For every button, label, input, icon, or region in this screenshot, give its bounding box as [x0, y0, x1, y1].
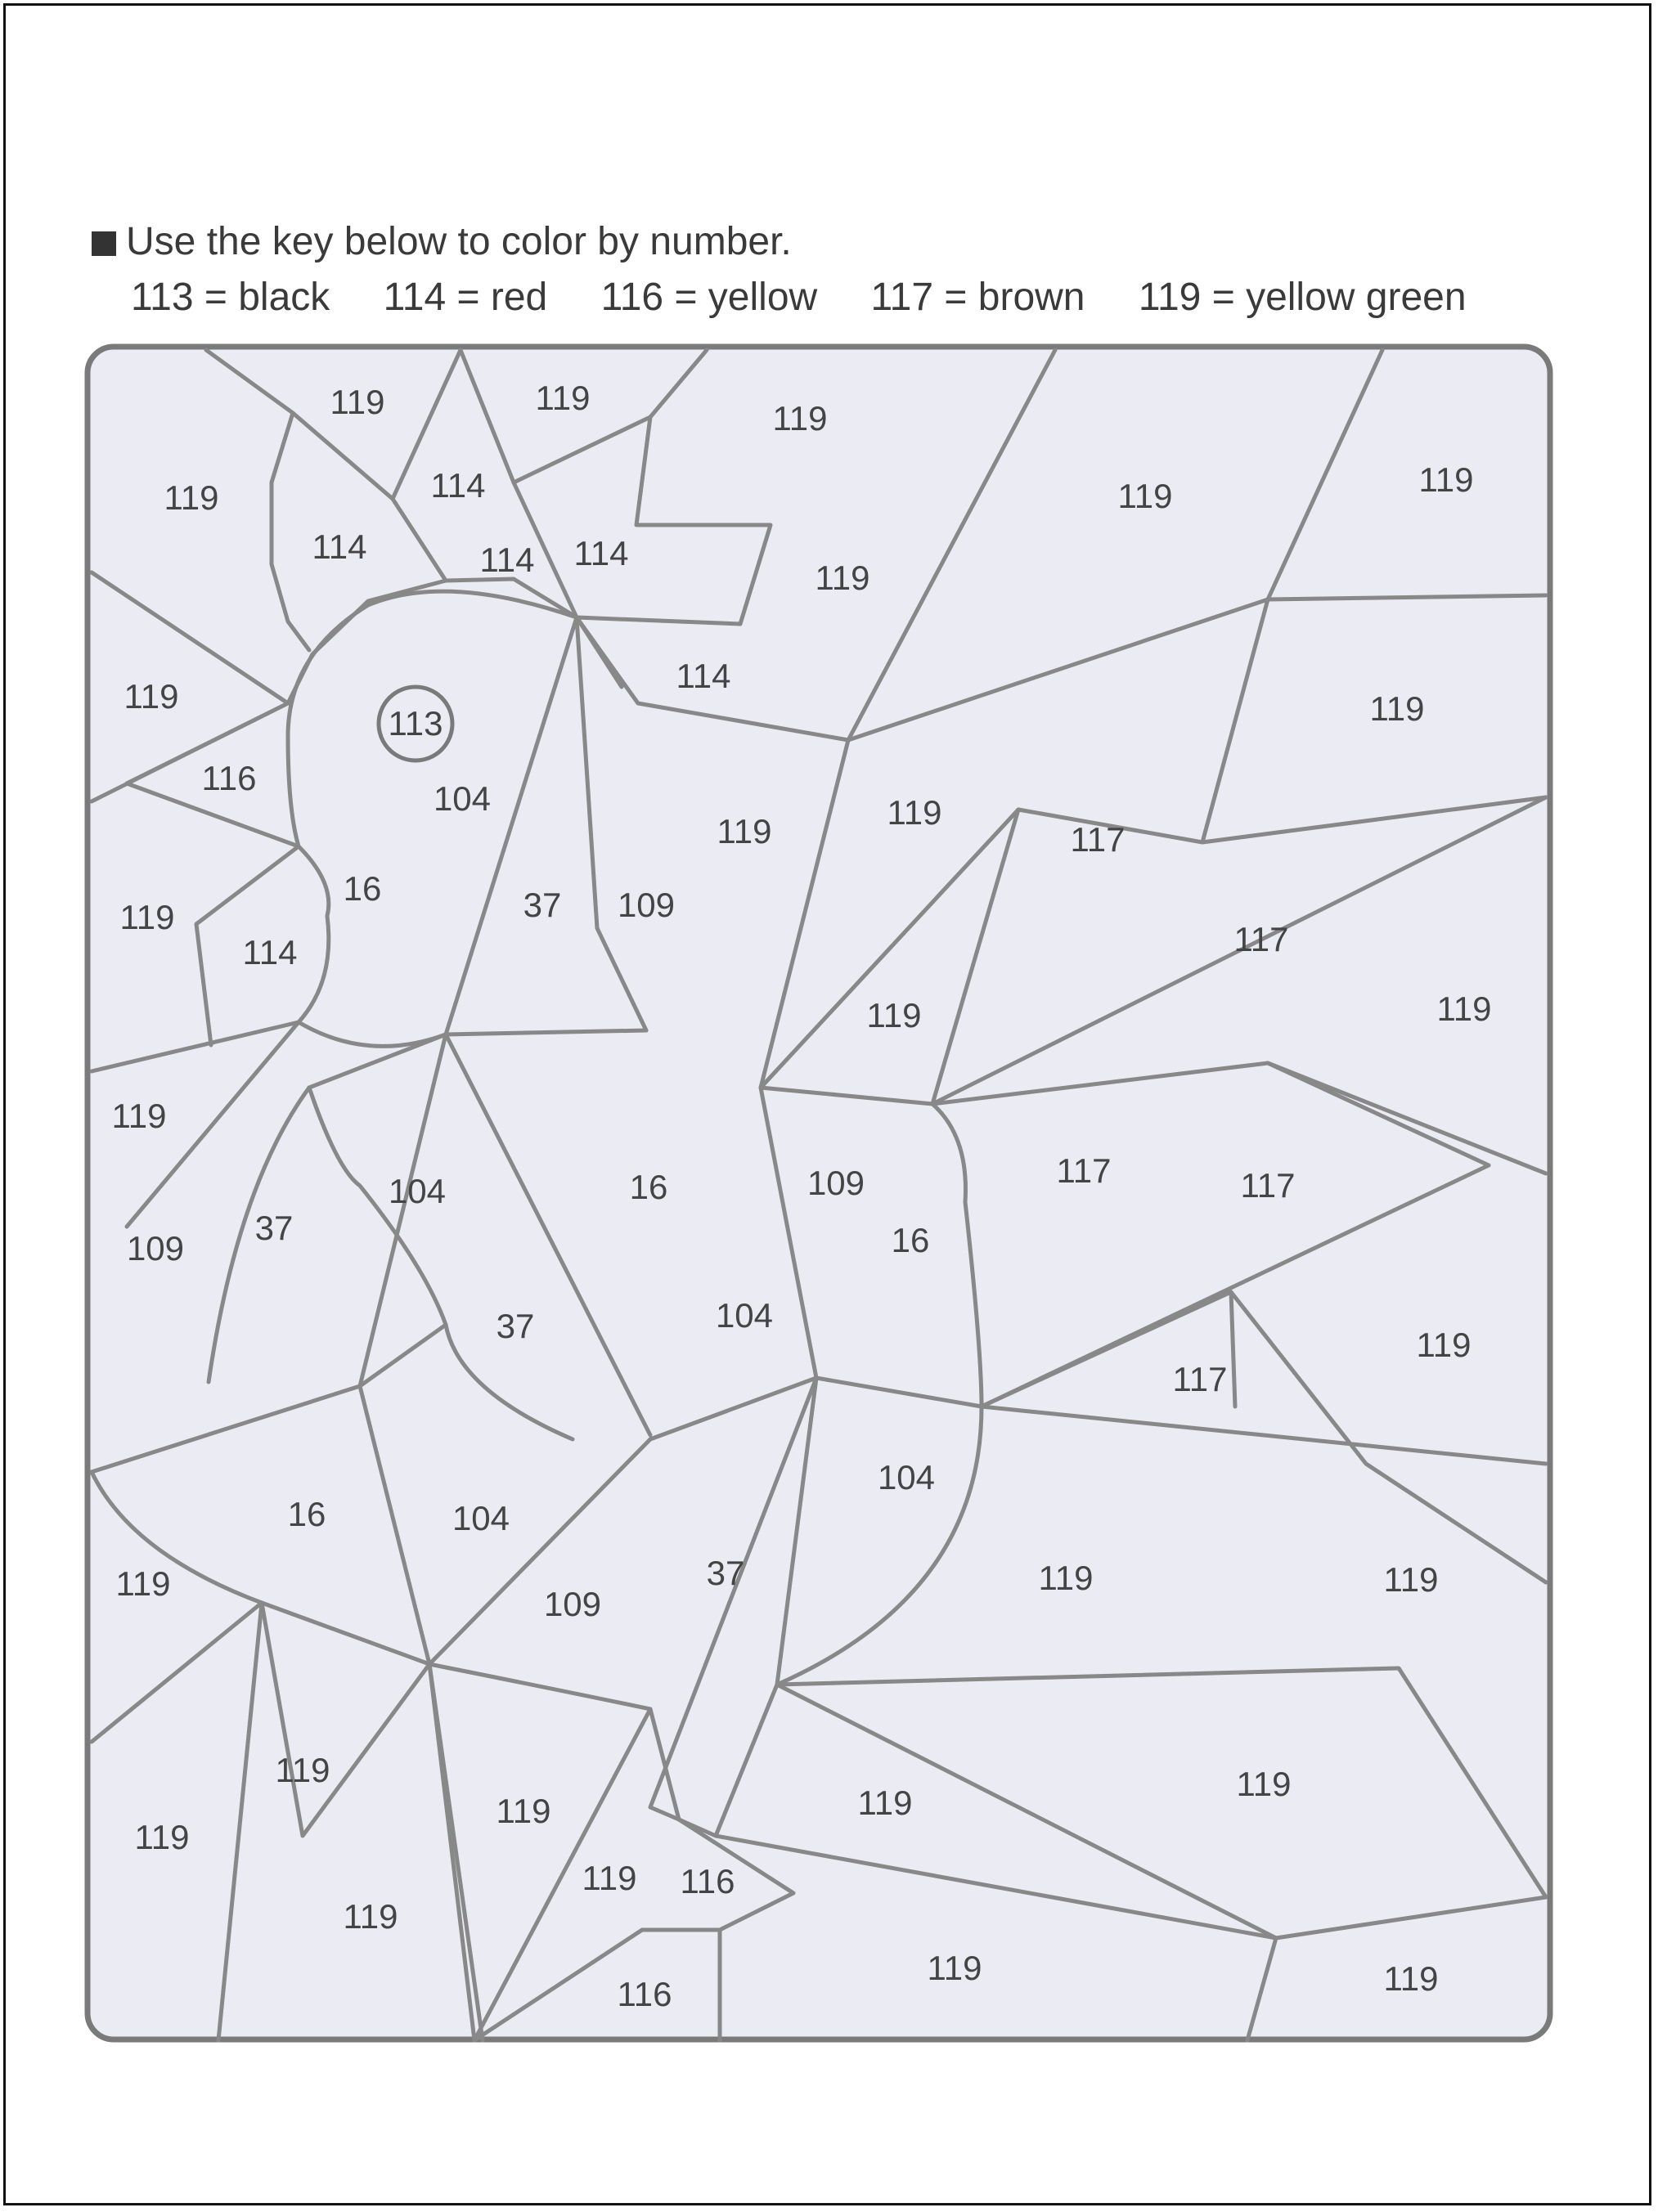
region-number: 119 — [866, 996, 922, 1035]
region-number: 119 — [717, 812, 772, 851]
key-entry: 113 = black — [131, 276, 330, 319]
region-number: 117 — [1240, 1166, 1296, 1205]
region-number: 119 — [115, 1564, 171, 1604]
region-number: 37 — [706, 1554, 745, 1593]
region-number: 37 — [254, 1209, 294, 1248]
region-number: 37 — [523, 886, 562, 925]
key-entry: 116 = yellow — [600, 276, 818, 319]
region-number: 109 — [617, 886, 676, 925]
region-number: 119 — [275, 1751, 330, 1790]
region-number: 104 — [433, 779, 492, 819]
region-number: 119 — [1236, 1765, 1292, 1804]
region-number: 117 — [1233, 920, 1289, 959]
region-number: 109 — [543, 1585, 602, 1624]
region-number: 114 — [242, 933, 298, 972]
region-number: 114 — [479, 541, 535, 580]
region-number: 104 — [715, 1296, 774, 1335]
key-entry: 114 = red — [383, 276, 548, 319]
key-entry: 117 = brown — [870, 276, 1085, 319]
region-number: 16 — [629, 1168, 668, 1207]
region-number: 119 — [496, 1792, 551, 1831]
region-number: 116 — [617, 1975, 672, 2014]
region-number: 119 — [1117, 477, 1173, 516]
region-number: 114 — [573, 534, 629, 573]
region-number: 119 — [927, 1949, 982, 1988]
region-number: 104 — [877, 1458, 936, 1497]
region-number: 16 — [343, 869, 382, 909]
region-number: 37 — [496, 1307, 535, 1346]
region-number: 119 — [1416, 1326, 1472, 1365]
region-number: 104 — [388, 1172, 447, 1211]
region-number: 119 — [343, 1897, 398, 1936]
region-number: 119 — [857, 1784, 913, 1823]
region-number: 119 — [1383, 1560, 1439, 1600]
region-number: 109 — [126, 1229, 185, 1268]
region-number: 117 — [1070, 820, 1126, 859]
region-number: 119 — [1383, 1959, 1439, 1999]
region-number: 119 — [772, 399, 828, 438]
region-number: 114 — [676, 657, 731, 696]
region-number: 119 — [330, 383, 385, 422]
region-number: 119 — [1436, 989, 1492, 1029]
key-entry: 119 = yellow green — [1138, 276, 1467, 319]
region-number: 117 — [1056, 1151, 1112, 1191]
region-number: 116 — [680, 1862, 735, 1901]
region-number: 119 — [164, 478, 219, 518]
region-number: 116 — [201, 759, 257, 798]
region-number: 16 — [287, 1495, 326, 1534]
region-number: 16 — [891, 1221, 930, 1260]
region-number: 117 — [1172, 1360, 1228, 1399]
region-number: 104 — [452, 1499, 510, 1538]
region-number: 109 — [807, 1164, 865, 1203]
region-number: 119 — [582, 1859, 637, 1898]
region-number: 119 — [134, 1818, 190, 1857]
region-number: 119 — [111, 1097, 167, 1136]
instructions-text: Use the key below to color by number. — [126, 220, 792, 263]
region-number: 119 — [124, 677, 179, 716]
region-number: 119 — [1038, 1559, 1094, 1598]
region-number: 114 — [312, 527, 367, 567]
region-number: 119 — [119, 898, 175, 937]
region-number: 119 — [815, 559, 870, 598]
region-number: 119 — [535, 379, 591, 418]
region-number: 119 — [1369, 689, 1425, 729]
region-number: 113 — [388, 704, 443, 743]
region-number: 119 — [887, 793, 942, 832]
region-number: 114 — [430, 466, 486, 505]
region-number: 119 — [1418, 460, 1474, 500]
